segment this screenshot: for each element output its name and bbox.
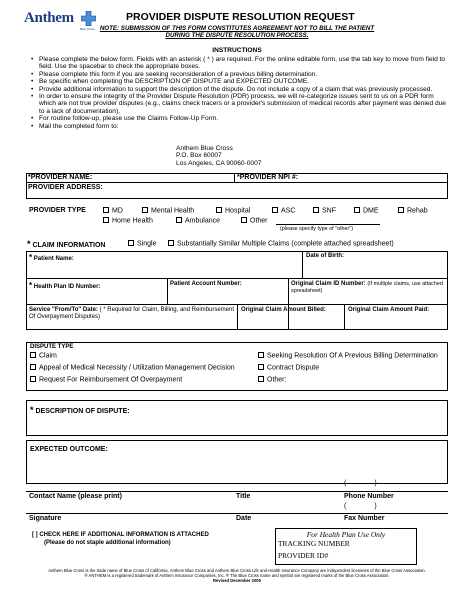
option-label: Other [250,217,268,225]
claim-single-option[interactable] [128,240,156,248]
option-label: Seeking Resolution Of A Previous Billing Determination [267,352,438,360]
checkbox[interactable] [168,240,174,246]
instruction-item: • In order to ensure the integrity of the Provider Dispute Resolution (PDR) process, we will re-categorize issues sent to us on a PDR form which are not true provider disputes (e.g., claims check tracers or a provider's submission of medical records after payment was denied due to a lack of documentation). [30,93,448,115]
expected-outcome-label: EXPECTED OUTCOME: [30,446,108,453]
footer-line: Anthem Blue Cross is the trade name of Blue Cross of California. Anthem Blue Cross and Anthem Blue Cross Life and Health Insurance Company are independent licensees of the Blue Cross Association. [48,568,426,573]
provider-type-rehab[interactable] [398,207,428,215]
option-label: Substantially Similar Multiple Claims (complete attached spreadsheet) [177,240,394,248]
footer [20,568,454,583]
mail-address-line: Anthem Blue Cross [176,145,233,152]
original-claim-id-field[interactable] [291,281,446,303]
description-label: * DESCRIPTION OF DISPUTE: [30,405,130,415]
provider-type-label: PROVIDER TYPE [29,207,86,214]
instruction-item: • Provide additional information to support the description of the dispute. Do not include a copy of a claim that was previously processed. [30,86,448,93]
dispute-claim-option[interactable] [30,352,57,360]
date-label: Date [236,515,252,522]
note-line-2: DURING THE DISPUTE RESOLUTION PROCESS. [165,32,309,39]
provider-name-field[interactable]: *PROVIDER NAME: [28,174,93,181]
mail-address-line: Los Angeles, CA 90060-0007 [176,159,262,167]
amount-billed-field[interactable]: Original Claim Amount Billed: [241,307,326,313]
option-label: Contract Dispute [267,364,320,372]
instruction-item: • Be specific when completing the DESCRIPTION OF DISPUTE and EXPECTED OUTCOME. [30,78,448,85]
signature-label: Signature [29,515,62,522]
provider-id-field[interactable]: PROVIDER ID# [278,551,329,560]
provider-npi-field[interactable]: *PROVIDER NPI #: [237,174,299,181]
required-asterisk: * [27,239,31,249]
revision-date: Revised December 2009 [213,578,261,583]
provider-type-ambulance[interactable] [176,217,220,225]
instructions-heading: INSTRUCTIONS [212,47,262,54]
provider-address-field[interactable]: PROVIDER ADDRESS: [28,184,103,191]
phone-number-label: Phone Number [344,493,394,500]
other-type-hint: (please specify type of "other") [280,226,354,232]
logo-subtitle: Blue Cross [80,27,95,31]
instruction-item: • Please complete the below form. Fields with an asterisk ( * ) are required. For the online editable form, use the tab key to move from field to field. Use the spacebar to check the appropriate boxes. [30,56,448,71]
instruction-item: • Please complete this form if you are seeking reconsideration of a previous billing determination. [30,71,448,78]
contact-name-label: Contact Name (please print) [29,493,122,500]
field-label: Health Plan ID Number: [33,284,101,290]
dispute-appeal-option[interactable] [30,364,235,372]
other-type-input[interactable] [276,224,380,225]
field-hint: (If multiple claims, use attached spreadsheet) [291,281,443,294]
field-label: Service "From/To" Date: [29,307,98,313]
checkbox[interactable] [258,364,264,370]
attachment-note: (Please do not staple additional information) [44,540,171,546]
instruction-item: • For routine follow-up, please use the Claims Follow-Up Form. [30,115,448,122]
checkbox[interactable] [30,376,36,382]
checkbox[interactable] [103,217,109,223]
checkbox[interactable] [313,207,319,213]
checkbox[interactable] [30,352,36,358]
checkbox[interactable] [176,217,182,223]
blue-cross-icon [81,11,96,26]
date-of-birth-field[interactable]: Date of Birth: [306,253,344,259]
provider-type-md[interactable] [103,207,123,215]
checkbox[interactable] [272,207,278,213]
mail-address [176,145,261,167]
phone-area-code: ( ) [344,480,377,487]
option-label: ASC [281,207,296,215]
patient-account-field[interactable]: Patient Account Number: [170,281,242,287]
checkbox[interactable] [30,364,36,370]
attachment-label: CHECK HERE IF ADDITIONAL INFORMATION IS ATTACHED [39,532,209,538]
checkbox[interactable] [128,240,134,246]
checkbox[interactable] [258,352,264,358]
provider-type-home-health[interactable] [103,217,153,225]
provider-type-hospital[interactable] [216,207,250,215]
page-title: PROVIDER DISPUTE RESOLUTION REQUEST [126,11,355,23]
logo-text: Anthem [24,10,74,26]
checkbox[interactable] [398,207,404,213]
footer-line: ® ANTHEM is a registered trademark of Anthem Insurance Companies, Inc. ® The Blue Cross name and symbol are registered marks of the Blue Cross Association. [84,573,390,578]
option-label: Appeal of Medical Necessity / Utilization Management Decision [39,364,235,372]
option-label: Request For Reimbursement Of Overpayment [39,376,183,384]
claim-info-label [27,239,105,249]
checkbox[interactable] [103,207,109,213]
amount-paid-field[interactable]: Original Claim Amount Paid: [348,307,430,313]
health-plan-id-field[interactable]: * Health Plan ID Number: [29,281,101,290]
dispute-contract-option[interactable] [258,364,319,372]
health-plan-use-title: For Health Plan Use Only [306,530,386,539]
option-label: MD [112,207,123,215]
checkbox[interactable] [142,207,148,213]
option-label: Other: [267,376,287,384]
option-label: Claim [39,352,57,360]
checkbox[interactable] [354,207,360,213]
option-label: Rehab [407,207,428,215]
attachment-checkbox[interactable] [32,532,209,538]
instructions-list [30,56,448,130]
field-label: Original Claim ID Number: [291,281,366,287]
dispute-billing-option[interactable] [258,352,438,360]
option-label: Home Health [112,217,153,225]
checkbox[interactable] [216,207,222,213]
dispute-other-option[interactable] [258,376,286,384]
checkbox-bracket[interactable]: [ ] [32,532,38,538]
field-hint: ( * Required for Claim, Billing, and Reimbursement Of Overpayment Disputes) [29,307,234,321]
mail-label: Mail the completed form to: [39,122,119,130]
fax-number-label: Fax Number [344,515,385,522]
dispute-type-label: DISPUTE TYPE [30,344,74,350]
note-line-1: NOTE: SUBMISSION OF THIS FORM CONSTITUTES AGREEMENT NOT TO BILL THE PATIENT [99,25,375,32]
option-label: Hospital [225,207,251,215]
provider-type-other[interactable] [241,217,268,225]
claim-multiple-option[interactable] [168,240,394,248]
provider-type-dme[interactable] [354,207,379,215]
provider-type-mental-health[interactable] [142,207,194,215]
service-date-field[interactable] [29,307,235,329]
checkbox[interactable] [241,217,247,223]
option-label: Mental Health [151,207,195,215]
checkbox[interactable] [258,376,264,382]
field-label: Patient Name: [33,256,74,262]
tracking-number-field[interactable]: TRACKING NUMBER [278,539,350,548]
mail-address-line: P.O. Box 60007 [176,152,222,160]
provider-type-asc[interactable] [272,207,295,215]
field-label: DESCRIPTION OF DISPUTE: [35,408,130,415]
title-label: Title [236,493,251,500]
instruction-item-mail [30,123,448,130]
patient-name-field[interactable]: * Patient Name: [29,253,74,262]
fax-area-code: ( ) [344,503,377,510]
option-label: DME [363,207,379,215]
claim-info-text: CLAIM INFORMATION [32,242,106,249]
option-label: Single [137,240,157,248]
option-label: SNF [322,207,336,215]
provider-type-snf[interactable] [313,207,336,215]
dispute-overpayment-option[interactable] [30,376,182,384]
option-label: Ambulance [185,217,221,225]
